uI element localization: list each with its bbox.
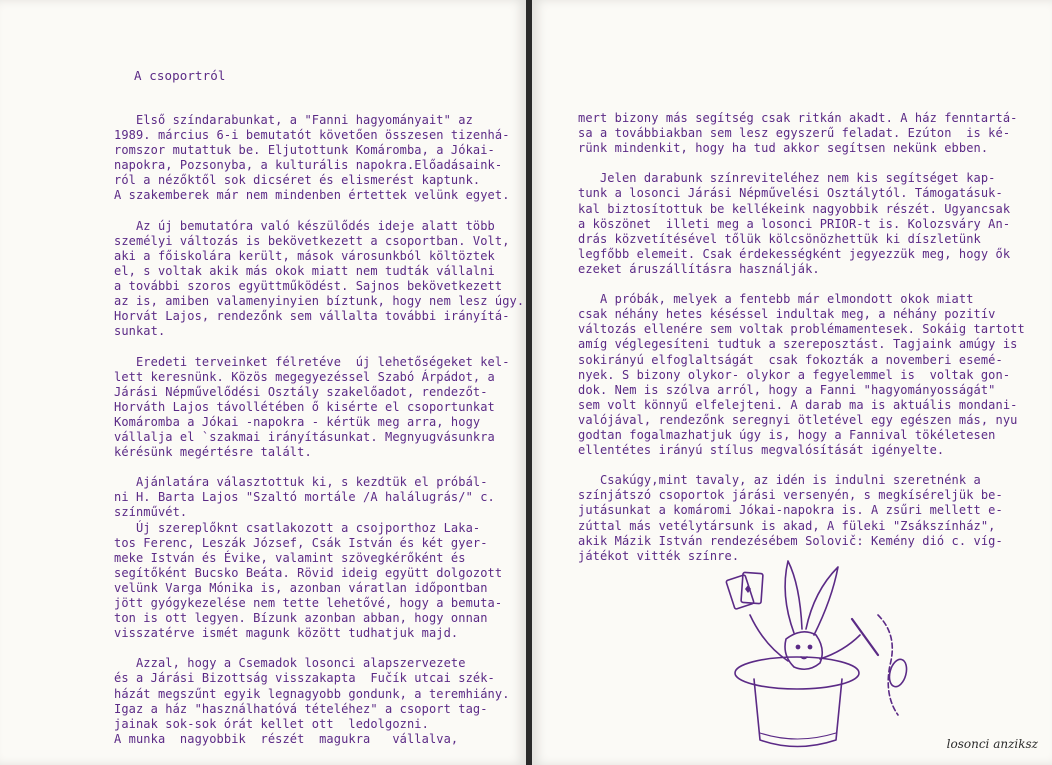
text-line: színművét. [114, 505, 188, 520]
page-heading: A csoportról [134, 68, 226, 83]
text-line: zúttal más vetélytársunk is akad, A füleki "Zsákszínház", [578, 518, 996, 533]
text-line: aki a főiskolára került, mások városunkból költöztek [114, 248, 495, 263]
text-line: valójával, rendezőnk seregnyi ötletével egy egészen más, nyu [578, 412, 1018, 427]
text-line: Új szereplőknt csatlakozott a csojporthoz Laka- [114, 520, 481, 535]
text-line: Az új bemutatóra való készülődés ideje alatt több [114, 218, 495, 233]
text-line: jutásunkat a komáromi Jókai-napokra is. A zsűri mellett e- [578, 503, 1003, 518]
text-line: csak néhány hetes késéssel indultak meg, a néhány pozitív [578, 307, 996, 322]
text-line: Eredeti terveinket félretéve új lehetőségeket kel- [114, 354, 510, 369]
text-line [114, 204, 524, 219]
text-line: A próbák, melyek a fentebb már elmondott okok miatt [578, 292, 974, 307]
text-line: dok. Nem is szólva arról, hogy a Fanni "hagyományosságát" [578, 382, 996, 397]
right-body-text [578, 111, 1025, 564]
text-line: Komáromba a Jókai -napokra - kértük meg arra, hogy [114, 414, 481, 429]
text-line: 1989. március 6-i bemutatót követően összesen tizenhá- [114, 128, 510, 143]
text-line: személyi változás is bekövetkezett a csoportban. Volt, [114, 233, 510, 248]
text-line: romszor mutattuk be. Eljutottunk Komáromba, a Jókai- [114, 143, 495, 158]
text-line: tos Ferenc, Leszák József, Csák István és két gyer- [114, 535, 488, 550]
text-line: Igaz a ház "használhatóvá tételéhez" a csoport tag- [114, 701, 488, 716]
rabbit-head [785, 632, 822, 669]
text-line: lett keresnünk. Közös megegyezéssel Szabó Árpádot, a [114, 369, 495, 384]
ribbon [878, 615, 898, 715]
text-line: kérésünk megértésre talált. [114, 445, 312, 460]
text-line: sem volt könnyű elfelejteni. A darab ma is aktuális mondani- [578, 397, 1018, 412]
playing-card [726, 575, 754, 610]
text-line: kal biztosítottuk be kellékeink nagyobbik részét. Ugyancsak [578, 201, 1011, 216]
text-line: sa a továbbiakban sem lesz egyszerű feladat. Ezúton is ké- [578, 126, 1011, 141]
text-line [114, 641, 524, 656]
text-line: színjátszó csoportok járási versenyén, s megkíséreljük be- [578, 488, 1003, 503]
text-line: Első színdarabunkat, a "Fanni hagyományait" az [114, 113, 473, 127]
hat-brim [735, 657, 859, 689]
text-line: A munka nagyobbik részét magukra vállalva, [114, 731, 459, 746]
rabbit-in-hat-illustration [702, 555, 932, 755]
left-body-text [114, 113, 524, 747]
text-line: Jelen darabunk színreviteléhez nem kis segítséget kap- [578, 171, 996, 186]
text-line [114, 339, 524, 354]
text-line: Járási Népművelődési Osztály szakelőadot, rendezőt- [114, 384, 488, 399]
text-line: Horváth Lajos távollétében ő kisérte el csoportunkat [114, 399, 495, 414]
text-line: vállalja el `szakmai irányításunkat. Megnyugvásunkra [114, 429, 495, 444]
rabbit-ear-right [806, 567, 838, 635]
text-line: drás közvetítésével tőlük kölcsönözhettük ki díszletünk [578, 231, 981, 246]
text-line [578, 458, 1025, 473]
text-line: ellentétes irányú stílus megvalósítását igényelte. [578, 443, 945, 458]
text-line: godtan fogalmazhatjuk úgy is, hogy a Fannival tökéletesen [578, 427, 996, 442]
text-line: a köszönet illeti meg a losonci PRIOR-t is. Kolozsváry An- [578, 216, 1011, 231]
text-line: tunk a losonci Járási Népművelési Osztálytól. Támogatásuk- [578, 186, 1003, 201]
text-line: mert bizony más segítség csak ritkán akadt. A ház fenntartá- [578, 111, 1018, 125]
watermark: losonci anziksz [946, 737, 1038, 751]
text-line: jainak sok-sok órát kellet ott ledolgozni. [114, 716, 429, 731]
text-line: ról a nézőktől sok dicséret és elismerést kaptunk. [114, 173, 481, 188]
text-line: A szakemberek már nem mindenben értettek velünk egyet. [114, 188, 510, 203]
rabbit-arm-right [820, 635, 860, 659]
text-line: és a Járási Bizottság visszakapta Fučík utcai szék- [114, 671, 495, 686]
text-line: változás ellenére sem voltak problémamentesek. Sokáig tartott [578, 322, 1025, 337]
text-line: napokra, Pozsonyba, a kulturális napokra.Előadásaink- [114, 158, 503, 173]
text-line: rünk mindenkit, hogy ha tud akkor segítsen nekünk ebben. [578, 141, 989, 156]
text-line: Azzal, hogy a Csemadok losonci alapszervezete [114, 656, 466, 671]
text-line [578, 277, 1025, 292]
text-line: a további szoros együttműködést. Sajnos bekövetkezett [114, 279, 503, 294]
text-line: sokirányú elfoglaltságát csak fokozták a novemberi esemé- [578, 352, 1003, 367]
text-line: jött gyógykezelése nem tette lehetővé, hogy a bemuta- [114, 596, 503, 610]
text-line [578, 156, 1025, 171]
text-line: ton is ott legyen. Bízunk azonban abban, hogy onnan [114, 611, 488, 626]
text-line: ezeket áruszállításra használják. [578, 261, 820, 276]
text-line: játékot vitték színre. [578, 548, 740, 563]
text-line: Ajánlatára választottuk ki, s kezdtük el próbál- [114, 475, 488, 490]
text-line: az is, amiben valamenyinyien bíztunk, hogy nem lesz úgy. [114, 294, 525, 309]
text-line: segítőként Bucsko Beáta. Rövid ideig együtt dolgozott [114, 565, 503, 580]
text-line: Horvát Lajos, rendezőnk sem vállalta további irányítá- [114, 309, 510, 324]
text-line: akik Mázik István rendezésébem Solovič: Kemény dió c. víg- [578, 533, 1003, 548]
right-page [532, 0, 1052, 765]
rabbit-ear-left [785, 561, 802, 633]
text-line: sunkat. [114, 324, 166, 339]
text-line: legfőbb elemeit. Csak érdekességként jegyezzük meg, hogy ők [578, 246, 1011, 261]
text-line: Csakúgy,mint tavaly, az idén is indulni szeretnénk a [578, 473, 981, 488]
rabbit-arm [750, 615, 788, 661]
text-line: nyek. S bizony olykor- olykor a fegyelemmel is voltak gon- [578, 367, 1011, 382]
magic-wand [852, 619, 878, 655]
text-line: házát megszűnt egyik legnagyobb gondunk, a teremhiány. [114, 686, 510, 701]
text-line: visszatérve ismét magunk között tudhatjuk majd. [114, 626, 459, 641]
text-line: ni H. Barta Lajos "Szaltó mortále /A halálugrás/" c. [114, 490, 495, 505]
text-line [114, 460, 524, 475]
text-line: velünk Varga Mónika is, azonban váratlan időpontban [114, 580, 488, 595]
text-line: amíg véglegesíteni tudtuk a szereposztást. Tagjaink amúgy is [578, 337, 1018, 352]
text-line: el, s voltak akik más okok miatt nem tudták vállalni [114, 263, 495, 278]
text-line: meke István és Évike, valamint szövegkérőként és [114, 550, 466, 565]
